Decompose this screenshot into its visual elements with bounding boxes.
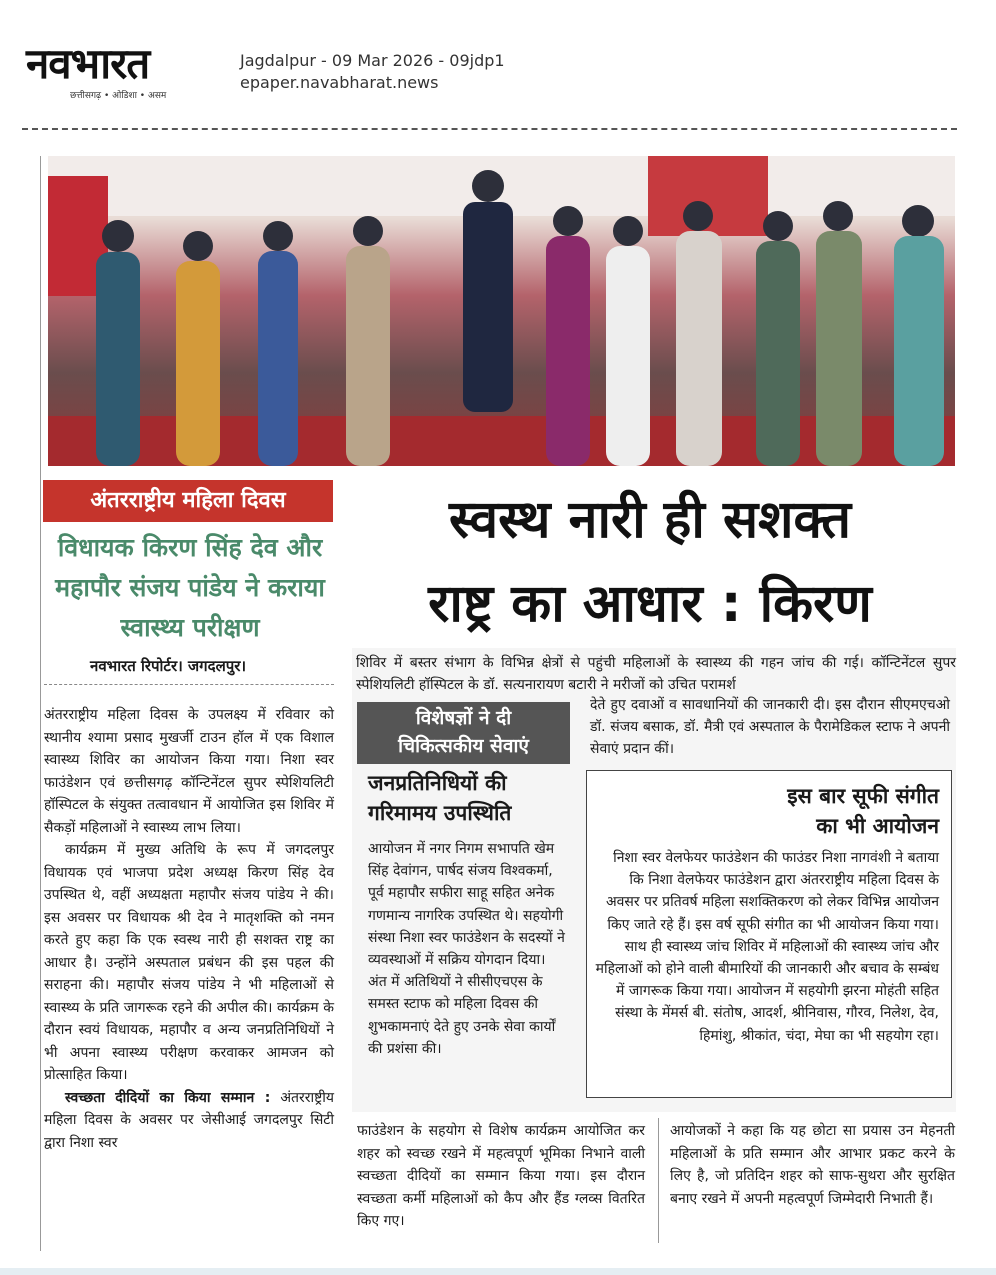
sufi-text: निशा स्वर वेलफेयर फाउंडेशन की फाउंडर निशा नागवंशी ने बताया कि निशा वेलफेयर फाउंडेशन द्वारा अंतरराष्ट्रीय महिला दिवस के अवसर पर प्रतिवर्ष महिला सशक्तिकरण को लेकर विभिन्न आयोजन किए जाते रहे हैं। इस वर्ष सूफी संगीत का भी आयोजन किया गया। साथ ही स्वास्थ्य जांच शिविर में महिलाओं की स्वास्थ्य जांच और महिलाओं को होने वाली बीमारियों की जानकारी और बचाव के सम्बंध में जागरूक किया गया। आयोजन में सहयोगी झरना मोहंती सहित संस्था के मेंमर्स बी. संतोष, आदर्श, श्रीनिवास, गौरव, निलेश, देव, हिमांशु, श्रीकांत, चंदा, मेघा का भी सहयोग रहा।: [595, 850, 939, 1044]
headline-line-1: स्वस्थ नारी ही सशक्त: [448, 490, 852, 550]
edition-label: Jagdalpur - 09 Mar 2026 - 09jdp1: [240, 51, 505, 70]
subsection-lead: स्वच्छता दीदियों का किया सम्मान :: [65, 1089, 271, 1106]
experts-heading-line-1: विशेषज्ञों ने दी: [415, 707, 512, 729]
paragraph: अंतरराष्ट्रीय महिला दिवस के अवसर पर जेसीआई जगदलपुर सिटी द्वारा निशा स्वर: [44, 1089, 334, 1151]
paragraph: कार्यक्रम में मुख्य अतिथि के रूप में जगदलपुर विधायक एवं भाजपा प्रदेश अध्यक्ष किरण सिंह देव उपस्थित थे, वहीं अध्यक्षता महापौर संजय पांडेय ने की। इस अवसर पर विधायक श्री देव ने मातृशक्ति को नमन करते हुए कहा कि एक स्वस्थ नारी ही सशक्त राष्ट्र का आधार है। उन्होंने अस्पताल प्रबंधन की इस पहल की सराहना की। महापौर संजय पांडेय ने भी महिलाओं से स्वास्थ्य के प्रति जागरूक रहने की अपील की। कार्यक्रम के दौरान स्वयं विधायक, महापौर व अन्य जनप्रतिनिधियों ने भी अपना स्वास्थ्य परीक्षण करवाकर आमजन को प्रोत्साहित किया।: [44, 842, 334, 1083]
section-kicker: अंतरराष्ट्रीय महिला दिवस: [43, 480, 333, 522]
column-rule: [40, 156, 41, 1251]
page-edge: [0, 1268, 996, 1275]
sufi-box: [586, 770, 952, 1098]
bottom-column-a: फाउंडेशन के सहयोग से विशेष कार्यक्रम आयोजित कर शहर को स्वच्छ रखने में महत्वपूर्ण भूमिका निभाने वाली स्वच्छता दीदियों का सम्मान किया गया। इस दौरान स्वच्छता कर्मी महिलाओं को कैप और हैंड ग्लव्स वितरित किए गए।: [357, 1123, 645, 1229]
divider: [22, 128, 957, 130]
representatives-heading-line-2: गरिमामय उपस्थिति: [368, 801, 512, 825]
experts-text: देते हुए दवाओं व सावधानियों की जानकारी दी। इस दौरान सीएमएचओ डॉ. संजय बसाक, डॉ. मैत्री एवं अस्पताल के पैरामेडिकल स्टाफ ने अपनी सेवाएं प्रदान कीं।: [590, 697, 950, 757]
divider: [44, 684, 334, 685]
experts-heading-line-2: चिकित्सकीय सेवाएं: [398, 735, 529, 757]
experts-heading: [357, 702, 570, 764]
sufi-heading-line-2: का भी आयोजन: [816, 814, 939, 838]
bottom-column-b: आयोजकों ने कहा कि यह छोटा सा प्रयास उन मेहनती महिलाओं के प्रति सम्मान और आभार प्रकट करने के लिए है, जो प्रतिदिन शहर को साफ-सुथरा और सुरक्षित बनाए रखने में अपनी महत्वपूर्ण जिम्मेदारी निभाती हैं।: [670, 1123, 955, 1207]
logo-tagline: छत्तीसगढ़ • ओडिशा • असम: [70, 91, 167, 101]
representatives-heading-line-1: जनप्रतिनिधियों की: [368, 771, 507, 795]
edition-info: [240, 50, 505, 94]
representatives-heading: [368, 768, 511, 828]
article-column-1: [44, 704, 334, 1154]
main-headline: [350, 478, 950, 646]
newspaper-logo: नवभारत: [26, 39, 150, 88]
column-rule: [658, 1118, 659, 1243]
band-text: शिविर में बस्तर संभाग के विभिन्न क्षेत्रों से पहुंची महिलाओं के स्वास्थ्य की गहन जांच की गई। कॉन्टिनेंटल सुपर स्पेशियलिटी हॉस्पिटल के डॉ. सत्यनारायण बटारी ने मरीजों को उचित परामर्श: [356, 655, 956, 693]
headline-line-2: राष्ट्र का आधार : किरण: [428, 574, 872, 634]
representatives-text: आयोजन में नगर निगम सभापति खेम सिंह देवांगन, पार्षद संजय विश्वकर्मा, पूर्व महापौर सफीरा साहू सहित अनेक गणमान्य नागरिक उपस्थित थे। सहयोगी संस्था निशा स्वर फाउंडेशन के सदस्यों ने व्यवस्थाओं में सक्रिय योगदान दिया। अंत में अतिथियों ने सीसीएचएस के समस्त स्टाफ को महिला दिवस की शुभकामनाएं देते हुए उनके सेवा कार्यों की प्रशंसा की।: [368, 841, 565, 1057]
sufi-heading: [787, 781, 939, 841]
paragraph: अंतरराष्ट्रीय महिला दिवस के उपलक्ष्य में रविवार को स्थानीय श्यामा प्रसाद मुखर्जी टाउन हॉल में एक विशाल स्वास्थ्य शिविर का आयोजन किया गया। निशा स्वर फाउंडेशन एवं छत्तीसगढ़ कॉन्टिनेंटल सुपर स्पेशियलिटी हॉस्पिटल के संयुक्त तत्वावधान में आयोजित इस शिविर में सैकड़ों महिलाओं ने स्वास्थ्य लाभ लिया।: [44, 707, 334, 836]
sufi-heading-line-1: इस बार सूफी संगीत: [787, 784, 939, 808]
event-photo: [48, 156, 955, 466]
subheadline: विधायक किरण सिंह देव और महापौर संजय पांडेय ने कराया स्वास्थ्य परीक्षण: [55, 533, 325, 642]
group-photo-illustration: [48, 156, 955, 466]
byline: नवभारत रिपोर्टर। जगदलपुर।: [90, 657, 247, 675]
epaper-url[interactable]: epaper.navabharat.news: [240, 73, 439, 92]
